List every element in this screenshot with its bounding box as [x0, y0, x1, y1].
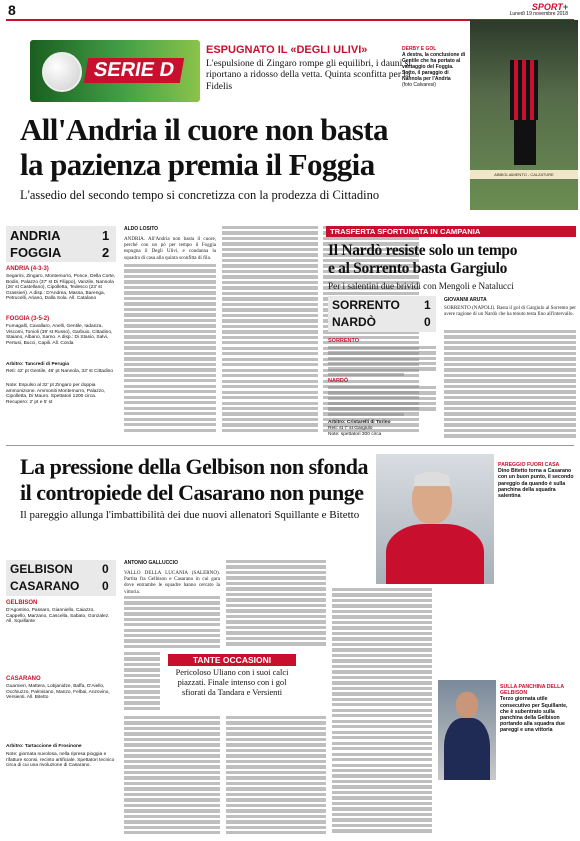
coach-hair — [414, 472, 450, 486]
section-divider — [6, 445, 574, 446]
second-article-col1b — [124, 652, 160, 712]
lineup-home: Segarini, Zingaro, Montemurro, Ponce, Della Corte, Bodin, Palazzo (37' st Di Filippo), Vanzile, Nannola (26' st Castellano), Cipolletta, Tedesco (23' st Grassieri). A disp.: D'Andrea, Massa, Barenga, Petrucelli, Ariano, Dalla Sola. All. Catalano — [6, 274, 116, 302]
second-lineup-home-title: GELBISON — [6, 600, 38, 606]
top-subhead: L'assedio del secondo tempo si concretizza con la prodezza di Cittadino — [20, 188, 380, 202]
coach-caption-text: Dino Bitetto torna a Casarano con un buon punto, il secondo pareggio da quando è sulla panchina della squadra salentina — [498, 468, 574, 500]
side-lead: SORRENTO (NAPOLI). Basta il gol di Gargiulo al Sorrento per avere ragione di un Nardò che ha tenuto testa fino all'intervallo. — [444, 305, 576, 318]
second-article-col2b — [226, 716, 326, 838]
brand-plus: + — [562, 2, 568, 12]
side-headline-1: Il Nardò resiste solo un tempo — [328, 242, 518, 259]
squillante-caption-title: SULLA PANCHINA DELLA GELBISON — [500, 684, 564, 697]
second-score-home-team: GELBISON — [10, 562, 73, 576]
squillante-body — [444, 718, 490, 780]
serie-d-banner — [30, 40, 200, 102]
side-score-home-team: SORRENTO — [332, 298, 400, 312]
top-summary: L'espulsione di Zingaro rompe gli equilibri, i dauni si riportano a ridosso della vetta. Quinta sconfitta per la Fidelis — [206, 58, 412, 92]
second-score-away-team: CASARANO — [10, 579, 80, 593]
second-article-col3 — [332, 588, 432, 838]
second-headline-1: La pressione della Gelbison non sfonda — [20, 454, 368, 479]
squillante-caption-text: Terzo giornata utile consecutivo per Squillante, che è subentrato sulla panchina della Gelbison portando alla squadra due pareggi e una vittoria — [500, 696, 568, 734]
match-referee: Arbitro: Tancredi di Perugia — [6, 362, 70, 367]
side-lineup-home-title: SORRENTO — [328, 338, 360, 344]
second-article-col1c — [124, 716, 220, 838]
derby-caption-text: A destra, la conclusione di Gentile che ha portato al vantaggio del Foggia. Sotto, il paraggio di Nannola per l'Andria — [402, 52, 466, 82]
second-score-home-goals: 0 — [102, 562, 109, 576]
side-kicker: TRASFERTA SFORTUNATA IN CAMPANIA — [330, 227, 481, 236]
second-notes: Note: giornata nuvolosa, nella ripresa pioggia e rifatture sconsi, recinto artificiale. Spettatori tecnico circa di cui una rivoluzione di Casarano. — [6, 752, 115, 769]
side-referee: Arbitro: Cristarelli di Torino — [328, 420, 391, 425]
match-goals: Reti: 42' pt Gentile, 46' pt Nannola, 33' st Cittadino — [6, 369, 114, 374]
coach-photo — [376, 454, 494, 584]
second-lineup-away-title: CASARANO — [6, 676, 41, 682]
second-headline-2: il contropiede del Casarano non punge — [20, 480, 364, 505]
side-lineup-home — [328, 346, 436, 376]
side-notes: Note: spettatori 300 circa — [328, 432, 382, 437]
second-referee: Arbitro: Tartaccione di Frosinone — [6, 744, 82, 749]
top-kicker: ESPUGNATO IL «DEGLI ULIVI» — [206, 44, 368, 56]
score-home-goals: 1 — [102, 228, 110, 243]
photo-ad-board: ABBIGLIAMENTO - CALZATURE — [470, 170, 578, 179]
coach-caption — [498, 462, 576, 499]
match-notes: Note: Espulso al 32' pt Zingaro per doppia ammonizione. Ammoniti Montemurro, Palazzo, Cipolletta, Di Mauro. Spettatori 1200 circa. Recupero: 2' pt e 5' st — [6, 383, 106, 405]
second-lead: VALLO DELLA LUCANIA (SALERNO). Partita fra Gelbison e Casarano in cui gara dove entrambe le squadre hanno cercato la vittoria. — [124, 570, 220, 595]
coach-jacket — [386, 524, 484, 584]
squillante-caption — [500, 684, 576, 734]
squillante-head — [456, 692, 478, 718]
derby-caption-credit: (foto Calvaresi) — [402, 82, 436, 88]
inset-text: Pericoloso Uliano con i suoi calci piazzati. Finale intenso con i gol sfiorati da Tandara e Versienti — [175, 668, 289, 697]
top-article-col1 — [124, 264, 216, 434]
lineup-home-title: ANDRIA (4-3-3) — [6, 266, 49, 272]
section-label: SERIE D — [84, 58, 184, 83]
score-away-goals: 2 — [102, 245, 110, 260]
lineup-away: Fumagalli, Cavallaro, Anelli, Gentile, Iadanza, Viscomi, Tonioli (39' st Russo), Garbuio, Cittadino, Staiano, Albano, Sarno. A disp.: Di Stasio, Salvi, Pertusi, Bucci, Capili. All. Corda — [6, 324, 113, 346]
squillante-photo — [438, 680, 496, 780]
second-article-col2 — [226, 560, 326, 648]
side-author: GIOVANNI ARUTA — [444, 297, 487, 303]
side-lineup-away-title: NARDÒ — [328, 378, 349, 384]
top-headline-1: All'Andria il cuore non basta — [20, 112, 388, 147]
derby-caption-title: DERBY E GOL — [402, 46, 437, 52]
coach-caption-title: PAREGGIO FUORI CASA — [498, 462, 560, 468]
side-goals: Reti: st 7' st Gargiulo — [328, 426, 373, 431]
score-away-team: FOGGIA — [10, 245, 62, 260]
brand-name: SPORT — [531, 2, 563, 12]
top-headline-2: la pazienza premia il Foggia — [20, 147, 375, 182]
second-article-col1 — [124, 596, 220, 648]
soccer-ball-icon — [42, 52, 82, 92]
score-home-team: ANDRIA — [10, 228, 61, 243]
derby-photo — [470, 20, 578, 210]
page-number: 8 — [8, 2, 16, 18]
lineup-away-title: FOGGIA (3-5-2) — [6, 316, 50, 322]
side-lineup-away — [328, 386, 436, 416]
side-score-home-goals: 1 — [424, 298, 431, 312]
player-figure — [510, 60, 538, 120]
player-legs — [514, 120, 536, 165]
side-article-col — [444, 330, 576, 438]
top-lead: ANDRIA. All'Andria non basta il cuore, perché con un pò per tempo il Foggia espugna il Degli Ulivi, e condanna la squadra di casa alla quinta sconfitta di fila. — [124, 236, 216, 261]
derby-caption — [402, 46, 466, 88]
second-subhead: Il pareggio allunga l'imbattibilità dei due nuovi allenatori Squillante e Bitetto — [20, 509, 360, 521]
side-score-away-team: NARDÒ — [332, 315, 376, 329]
second-score-away-goals: 0 — [102, 579, 109, 593]
side-subhead: Per i salentini due brividi con Mengoli e Natalucci — [328, 281, 514, 291]
second-author: ANTONIO GALLUCCIO — [124, 560, 179, 566]
top-article-col2 — [222, 226, 318, 434]
second-lineup-home: D'Agostino, Passaro, Gianniello, Caiazzo, Cappello, Marzano, Cascella, Sabato, Gonzalez. All. Squillante — [6, 608, 110, 625]
top-author: ALDO LOSITO — [124, 226, 159, 232]
side-score-away-goals: 0 — [424, 315, 431, 329]
inset-title: TANTE OCCASIONI — [192, 655, 272, 665]
side-headline-2: e al Sorrento basta Gargiulo — [328, 260, 508, 277]
second-lineup-away: Guarnieri, Mattera, Lobjanidze, Baffa, D'Aiello, Occhiuzzo, Palmisano, Manzo, Felbai, Anzovino, Versienti. All. Bitetto — [6, 684, 110, 701]
header-date: Lunedì 19 novembre 2018 — [509, 11, 568, 17]
